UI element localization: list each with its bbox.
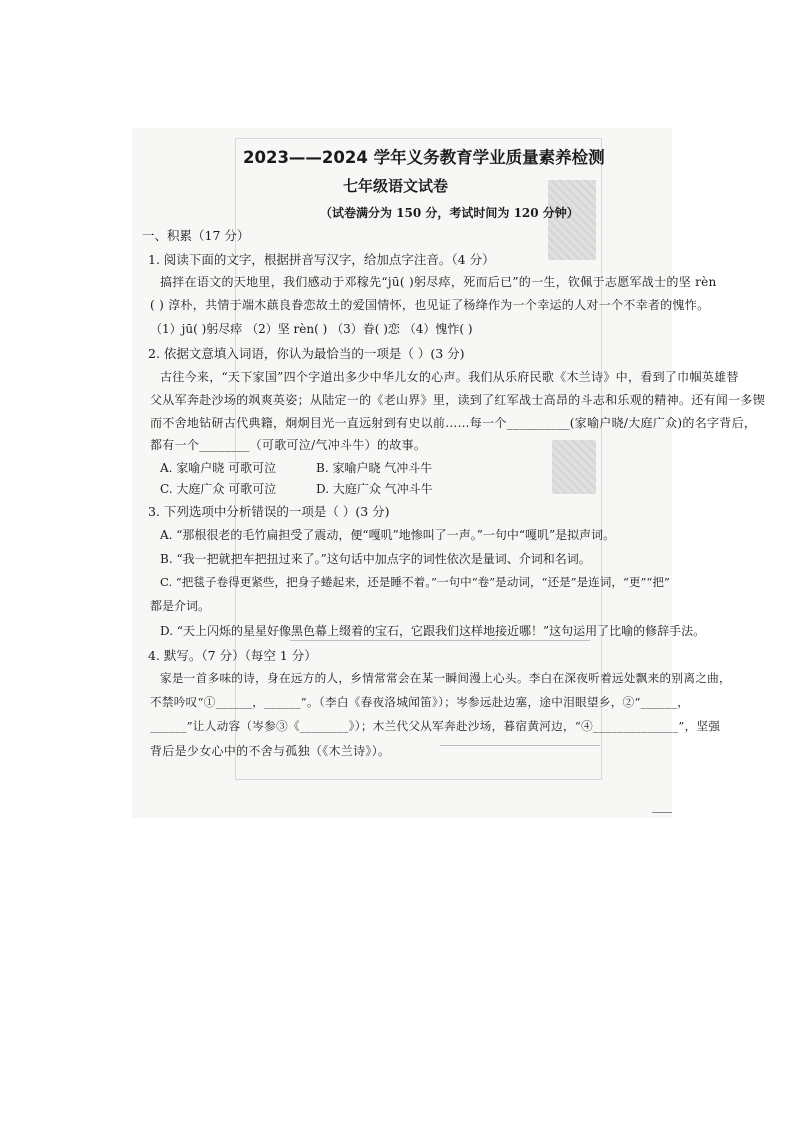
exam-note: （试卷满分为 150 分，考试时间为 120 分钟）	[320, 206, 579, 220]
q2-option-a: A. 家喻户晓 可歌可泣	[160, 461, 277, 475]
q2-passage-3: 而不舍地钻研古代典籍，炯炯目光一直远射到有史以前……每一个__________(家喻户晓/大庭广众)的名字背后，	[150, 416, 757, 430]
q2-passage-2: 父从军奔赴沙场的飒爽英姿；从陆定一的《老山界》里，读到了红军战士高昂的斗志和乐观的精神。还有闻一多锲	[150, 393, 766, 407]
q3-option-d: D. “天上闪烁的星星好像黑色幕上缀着的宝石，它跟我们这样地接近哪！”这句运用了比喻的修辞手法。	[160, 624, 706, 638]
q3-option-c-continued: 都是介词。	[150, 599, 211, 613]
q3-option-c: C. “把毯子卷得更紧些，把身子蜷起来，还是睡不着。”一句中“卷”是动词，“还是”是连词，“更”“把”	[160, 575, 670, 589]
bleed-through-photo-mid	[552, 440, 596, 494]
q4-line-1: 家是一首多味的诗，身在远方的人，乡情常常会在某一瞬间漫上心头。李白在深夜听着远处飘来的别离之曲，	[160, 671, 731, 685]
q3-option-b: B. “我一把就把车把扭过来了。”这句话中加点字的词性依次是量词、介词和名词。	[160, 552, 591, 566]
q2-option-d: D. 大庭广众 气冲斗牛	[316, 482, 433, 496]
q2-option-c: C. 大庭广众 可歌可泣	[160, 482, 277, 496]
q1-passage-2: ( ) 淳朴，共情于端木蕻良眷恋故土的爱国情怀，也见证了杨绛作为一个幸运的人对一个不幸者的愧怍。	[150, 298, 710, 312]
q3-stem: 3. 下列选项中分析错误的一项是（ ）(3 分)	[148, 504, 390, 519]
q2-stem: 2. 依据文意填入词语，你认为最恰当的一项是（ ）(3 分)	[148, 346, 465, 361]
q1-options: （1）jū( )躬尽瘁 （2）坚 rèn( ) （3）眷( )恋 （4）愧怍( )	[150, 322, 473, 336]
q1-stem: 1. 阅读下面的文字，根据拼音写汉字，给加点字注音。（4 分）	[148, 252, 495, 267]
page-edge-mark	[652, 812, 672, 813]
page-subtitle: 七年级语文试卷	[343, 177, 449, 195]
q4-line-3: ______”让人动容（岑参③《________》）；木兰代父从军奔赴沙场，暮宿黄河边，“④______________”，坚强	[150, 719, 721, 733]
page-title: 2023——2024 学年义务教育学业质量素养检测	[243, 148, 605, 167]
q4-stem: 4. 默写。（7 分）（每空 1 分）	[148, 648, 317, 663]
bleed-through-rule-2	[440, 745, 600, 746]
q4-line-2: 不禁吟叹“①______，______”。（李白《春夜洛城闻笛》）；岑参远赴边塞，途中泪眼望乡，②“______，	[150, 695, 690, 709]
q2-passage-4: 都有一个________（可歌可泣/气冲斗牛）的故事。	[150, 438, 427, 452]
q3-option-a: A. “那根很老的毛竹扁担受了震动，便“嘎叽”地惨叫了一声。”一句中“嘎叽”是拟声词。	[160, 528, 616, 542]
section-heading-1: 一、积累（17 分）	[142, 228, 250, 243]
q4-line-4: 背后是少女心中的不舍与孤独（《木兰诗》）。	[150, 744, 391, 758]
bleed-through-rule-1	[290, 640, 590, 641]
q2-option-b: B. 家喻户晓 气冲斗牛	[316, 461, 433, 475]
q1-passage-1: 搞拌在语文的天地里，我们感动于邓稼先“jū( )躬尽瘁，死而后已”的一生，钦佩于志愿军战士的坚 rèn	[160, 275, 717, 289]
q2-passage-1: 古往今来，“天下家国”四个字道出多少中华儿女的心声。我们从乐府民歌《木兰诗》中，看到了巾帼英雄替	[160, 370, 739, 384]
